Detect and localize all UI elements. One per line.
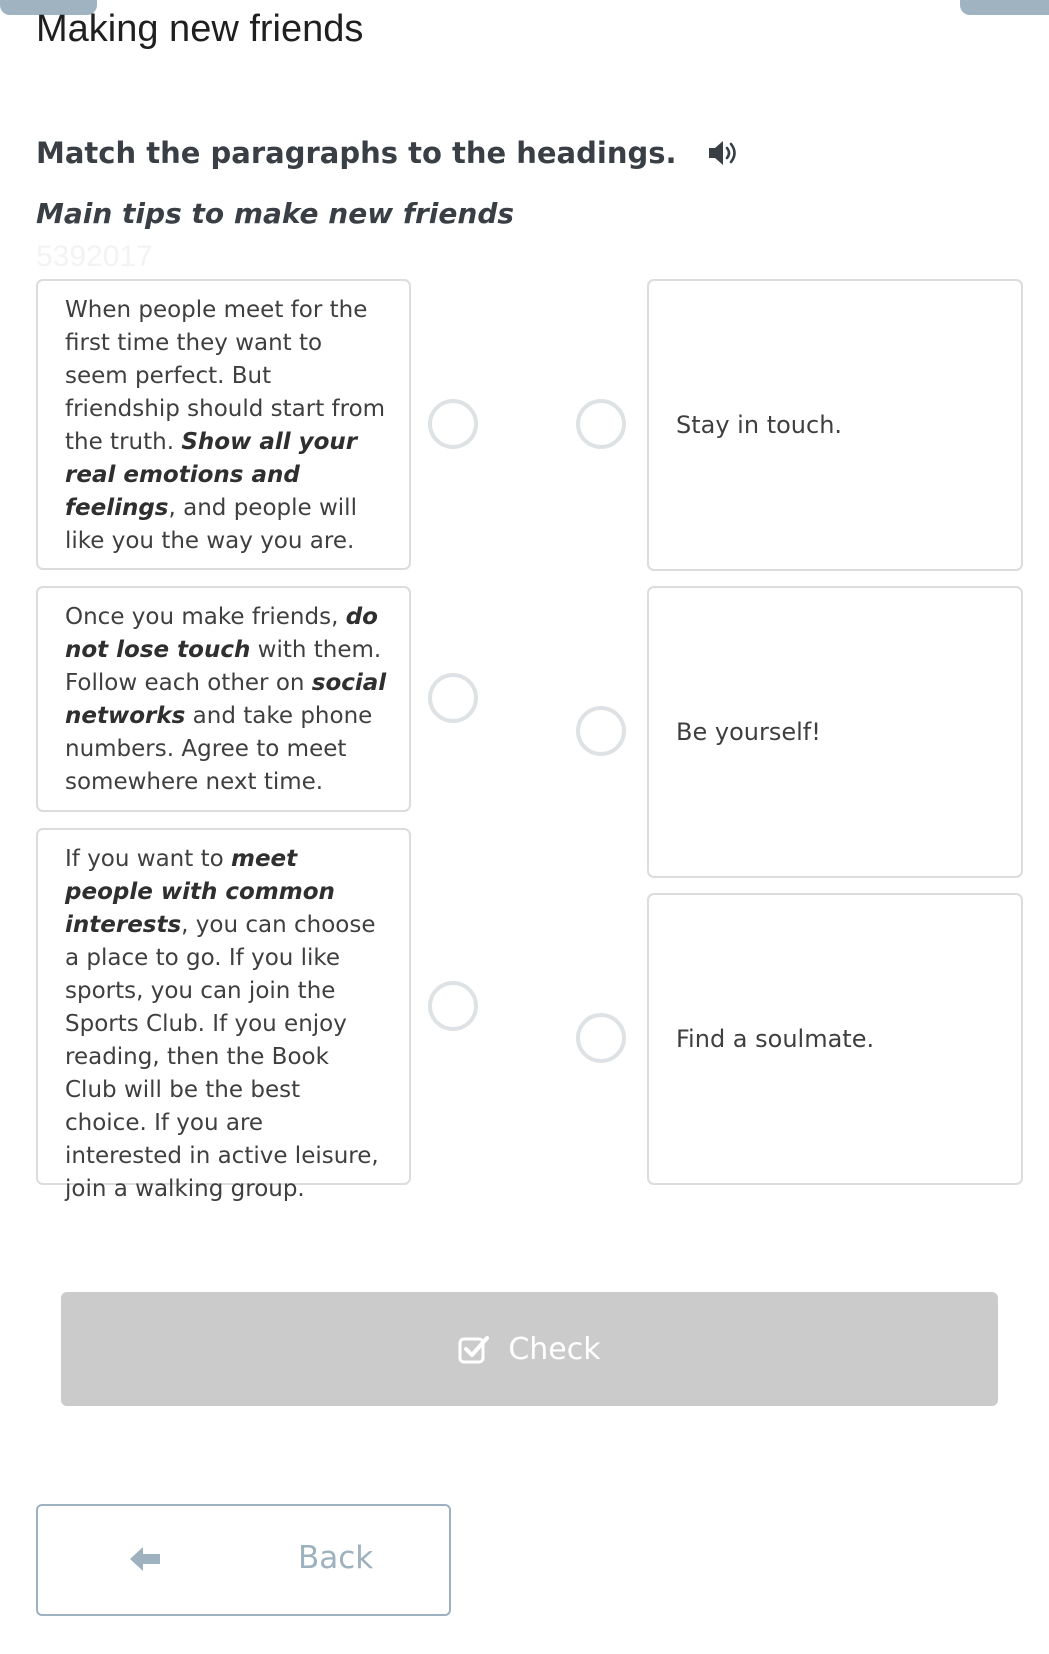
emphasis-text: Show all your real emotions and feelings [65, 429, 358, 521]
paragraph-text: , and people will like you the way you are. [65, 495, 357, 554]
speaker-icon[interactable] [707, 138, 741, 168]
heading-radio[interactable] [576, 1013, 626, 1063]
paragraph-text: and take phone numbers. Agree to meet somewhere next time. [65, 703, 373, 795]
heading-card[interactable] [647, 893, 1023, 1185]
arrow-left-icon [128, 1544, 162, 1574]
emphasis-text: meet people with common interests [65, 846, 335, 938]
paragraph-text: , you can choose a place to go. If you like sports, you can join the Sports Club. If you enjoy reading, then the Book Club will be the best choice. If you are interested in active leisure, join a walking group. [65, 912, 379, 1202]
instruction-row [36, 136, 741, 170]
check-button[interactable] [61, 1292, 998, 1406]
paragraph-text: Once you make friends, [65, 604, 346, 630]
paragraph-radio[interactable] [428, 981, 478, 1031]
check-button-label: Check [508, 1331, 601, 1367]
emphasis-text: social networks [65, 670, 387, 729]
back-button-label: Back [298, 1540, 374, 1576]
heading-card[interactable] [647, 586, 1023, 878]
back-button[interactable] [36, 1504, 451, 1616]
heading-radio[interactable] [576, 399, 626, 449]
heading-label: Find a soulmate. [676, 1025, 875, 1053]
heading-card[interactable] [647, 279, 1023, 571]
paragraph-text: with them. Follow each other on [65, 637, 382, 696]
page-title: Making new friends [36, 8, 364, 50]
heading-label: Be yourself! [676, 718, 821, 746]
paragraph-card[interactable] [36, 586, 411, 812]
paragraph-text: When people meet for the first time they want to seem perfect. But friendship should start from the truth. [65, 297, 386, 455]
paragraph-text: If you want to [65, 846, 231, 872]
top-right-tab[interactable] [960, 0, 1049, 15]
exercise-subtitle: Main tips to make new friends [36, 197, 515, 230]
watermark-id: 5392017 [36, 240, 153, 273]
paragraph-radio[interactable] [428, 673, 478, 723]
paragraph-card[interactable] [36, 828, 411, 1202]
instruction-text: Match the paragraphs to the headings. [36, 136, 677, 170]
heading-radio[interactable] [576, 706, 626, 756]
paragraph-radio[interactable] [428, 399, 478, 449]
heading-label: Stay in touch. [676, 411, 843, 439]
emphasis-text: do not lose touch [65, 604, 378, 663]
paragraph-card[interactable] [36, 279, 411, 570]
checkbox-icon [458, 1334, 490, 1364]
